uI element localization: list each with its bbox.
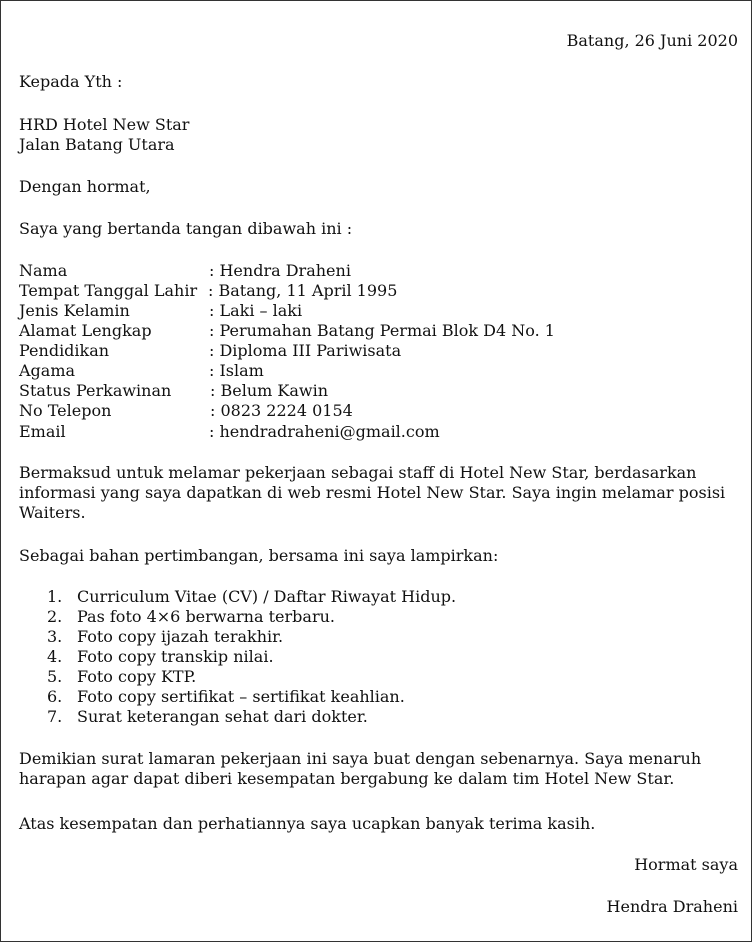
attachment-number: 1.: [47, 587, 63, 606]
field-value-email: : hendradraheni@gmail.com: [209, 422, 440, 441]
greeting: Dengan hormat,: [19, 177, 151, 196]
field-label-education: Pendidikan: [19, 341, 110, 360]
field-value-marital-status: : Belum Kawin: [210, 381, 328, 400]
attachment-item: [47, 707, 368, 727]
field-value-education: : Diploma III Pariwisata: [209, 341, 402, 360]
place-date: Batang, 26 Juni 2020: [566, 31, 738, 50]
attachments-intro: Sebagai bahan pertimbangan, bersama ini saya lampirkan:: [19, 546, 499, 565]
attachment-text: Foto copy sertifikat – sertifikat keahlian.: [77, 687, 405, 706]
attachment-number: 6.: [47, 687, 63, 706]
sign-off: Hormat saya: [634, 855, 738, 874]
attachment-number: 3.: [47, 627, 63, 646]
closing-statement: Demikian surat lamaran pekerjaan ini saya buat dengan sebenarnya. Saya menaruh harapan agar dapat diberi kesempatan bergabung ke dalam tim Hotel New Star.: [19, 749, 702, 788]
recipient-address: Jalan Batang Utara: [19, 135, 175, 154]
self-intro: Saya yang bertanda tangan dibawah ini :: [19, 219, 353, 238]
purpose-paragraph: Bermaksud untuk melamar pekerjaan sebagai staff di Hotel New Star, berdasarkan informasi yang saya dapatkan di web resmi Hotel New Star. Saya ingin melamar posisi Waiters.: [19, 463, 726, 522]
signature-name: Hendra Draheni: [606, 897, 738, 916]
recipient-name: HRD Hotel New Star: [19, 115, 190, 134]
field-value-address: : Perumahan Batang Permai Blok D4 No. 1: [209, 321, 555, 340]
attachment-number: 4.: [47, 647, 63, 666]
attachment-item: [47, 687, 405, 707]
field-value-name: : Hendra Draheni: [209, 261, 351, 280]
field-value-religion: : Islam: [209, 361, 264, 380]
attachment-text: Curriculum Vitae (CV) / Daftar Riwayat Hidup.: [77, 587, 457, 606]
thanks-line: Atas kesempatan dan perhatiannya saya ucapkan banyak terima kasih.: [19, 814, 596, 833]
field-label-marital-status: Status Perkawinan: [19, 381, 172, 400]
attachment-item: [47, 647, 274, 667]
attachment-number: 2.: [47, 607, 63, 626]
field-label-address: Alamat Lengkap: [19, 321, 152, 340]
attachment-number: 7.: [47, 707, 63, 726]
attachment-text: Foto copy ijazah terakhir.: [77, 627, 284, 646]
field-value-phone: : 0823 2224 0154: [210, 401, 353, 420]
attachment-item: [47, 587, 456, 607]
field-value-birth: : Batang, 11 April 1995: [208, 281, 398, 300]
field-label-email: Email: [19, 422, 66, 441]
field-label-birth: Tempat Tanggal Lahir: [19, 281, 198, 300]
attachment-item: [47, 627, 283, 647]
attachment-text: Foto copy KTP.: [77, 667, 197, 686]
field-value-gender: : Laki – laki: [209, 301, 303, 320]
field-label-gender: Jenis Kelamin: [19, 301, 130, 320]
attachment-text: Pas foto 4×6 berwarna terbaru.: [77, 607, 335, 626]
attachment-item: [47, 667, 196, 687]
field-label-name: Nama: [19, 261, 68, 280]
attachment-item: [47, 607, 335, 627]
attachment-number: 5.: [47, 667, 63, 686]
field-label-religion: Agama: [19, 361, 76, 380]
recipient-intro: Kepada Yth :: [19, 72, 123, 91]
attachment-text: Surat keterangan sehat dari dokter.: [77, 707, 368, 726]
field-label-phone: No Telepon: [19, 401, 112, 420]
attachment-text: Foto copy transkip nilai.: [77, 647, 274, 666]
